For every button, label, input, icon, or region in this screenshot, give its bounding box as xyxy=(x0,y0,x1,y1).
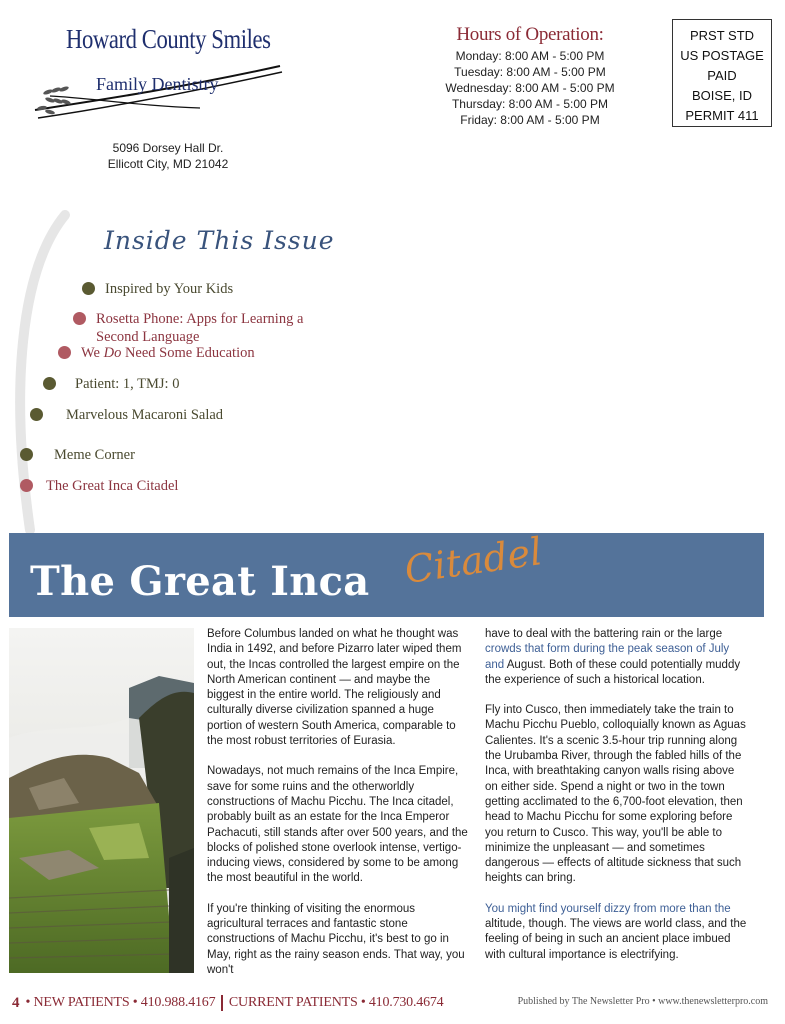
bullet-dot-icon xyxy=(20,479,33,492)
hours-line: Tuesday: 8:00 AM - 5:00 PM xyxy=(454,65,606,79)
practice-address xyxy=(98,140,238,172)
article-paragraph: You might find yourself dizzy from more than the altitude, though. The views are world class, and the feeling of being in such an ancient place imbued with cultural importance is electrifying. xyxy=(485,902,747,961)
current-patients-phone[interactable]: CURRENT PATIENTS • 410.730.4674 xyxy=(228,995,444,1010)
inside-issue-title: Inside This Issue xyxy=(104,226,335,255)
logo-subtitle: Family Dentistry xyxy=(96,74,219,94)
toc-item-label: We Do Need Some Education xyxy=(81,345,255,361)
address-line-1: 5096 Dorsey Hall Dr. xyxy=(112,141,224,155)
bullet-dot-icon xyxy=(82,282,95,295)
hours-line: Friday: 8:00 AM - 5:00 PM xyxy=(460,113,600,127)
toc-item-label: Rosetta Phone: Apps for Learning a Second Language xyxy=(96,311,304,345)
bullet-dot-icon xyxy=(58,346,71,359)
article-paragraph: Fly into Cusco, then immediately take the train to Machu Picchu Pueblo, colloquially known as Aguas Calientes. It's a scenic 3.5-hour trip running along the Urubamba River, through the fabled hills of the Inca, with breathtaking canyon walls rising above on either side. Spend a night or two in the town getting acclimated to the 6,700-foot elevation, then head to Machu Picchu for some exploring before you return to Cusco. This way, you'll be able to minimize the unpleasant — and sometimes dangerous — effects of altitude sickness that such heights can bring. xyxy=(485,704,746,885)
article-column-2 xyxy=(485,627,747,978)
article-paragraph: Nowadays, not much remains of the Inca Empire, save for some ruins and the otherworldly constructions of Machu Picchu. The Inca citadel, probably built as an estate for the Inca Emperor Pachacuti, still stands after over 500 years, and the blocks of polished stone overlook intense, vertigo-inducing views, considered by some to be among the most beautiful in the world. xyxy=(207,765,468,885)
toc-item-label: The Great Inca Citadel xyxy=(46,478,179,494)
new-patients-phone[interactable]: • NEW PATIENTS • 410.988.4167 xyxy=(25,995,216,1010)
toc-item[interactable] xyxy=(30,406,223,424)
postage-indicia xyxy=(672,19,772,127)
article-column-1 xyxy=(207,627,469,993)
toc-item-label: Marvelous Macaroni Salad xyxy=(66,407,224,423)
hours-title: Hours of Operation: xyxy=(456,24,604,45)
toc-item[interactable] xyxy=(58,344,255,362)
hours-line: Wednesday: 8:00 AM - 5:00 PM xyxy=(445,81,615,95)
logo-title: Howard County Smiles xyxy=(66,24,271,54)
toc-item-label: Meme Corner xyxy=(54,447,135,463)
postage-line: PAID xyxy=(707,68,737,83)
machu-picchu-photo xyxy=(9,628,194,973)
toc-item-label: Patient: 1, TMJ: 0 xyxy=(75,376,180,392)
bullet-dot-icon xyxy=(43,377,56,390)
article-paragraph: have to deal with the battering rain or the large crowds that form during the peak season of July and August. Both of these could potentially muddy the experience of such a historical location. xyxy=(485,628,741,686)
hours-of-operation xyxy=(430,24,630,128)
postage-line: PRST STD xyxy=(689,28,755,43)
toc-item[interactable] xyxy=(73,310,336,346)
toc-item-label: Inspired by Your Kids xyxy=(105,281,234,297)
postage-line: BOISE, ID xyxy=(692,88,752,103)
feature-title-script: Citadel xyxy=(401,529,545,592)
toc-item[interactable] xyxy=(20,446,135,464)
bullet-dot-icon xyxy=(73,312,86,325)
toc-item[interactable] xyxy=(82,280,233,298)
practice-logo xyxy=(30,18,290,128)
bullet-dot-icon xyxy=(20,448,33,461)
hours-line: Monday: 8:00 AM - 5:00 PM xyxy=(455,49,605,63)
toc-item[interactable] xyxy=(20,477,178,495)
publisher-credit: Published by The Newsletter Pro • www.thenewsletterpro.com xyxy=(517,996,768,1007)
postage-line: PERMIT 411 xyxy=(685,108,759,123)
hours-line: Thursday: 8:00 AM - 5:00 PM xyxy=(451,97,609,111)
page-footer xyxy=(12,992,772,1014)
postage-line: US POSTAGE xyxy=(680,48,764,63)
footer-divider xyxy=(221,995,223,1011)
bullet-dot-icon xyxy=(30,408,43,421)
page-number: 4 xyxy=(12,994,20,1011)
address-line-2: Ellicott City, MD 21042 xyxy=(107,157,229,171)
feature-title: The Great Inca xyxy=(30,558,370,605)
article-paragraph: If you're thinking of visiting the enormous agricultural terraces and fantastic stone constructions of Machu Picchu, it's best to go in May, right as the rainy season ends. That way, you won't xyxy=(207,902,465,976)
article-paragraph: Before Columbus landed on what he thought was India in 1492, and before Pizarro later wiped them out, the Incas controlled the largest empire on the North American continent — and maybe the biggest in the entire world. The religiously and culturally diverse civilization spanned a huge portion of western South America, comparable to the most robust territories of Eurasia. xyxy=(207,628,462,748)
toc-item[interactable] xyxy=(43,375,179,393)
